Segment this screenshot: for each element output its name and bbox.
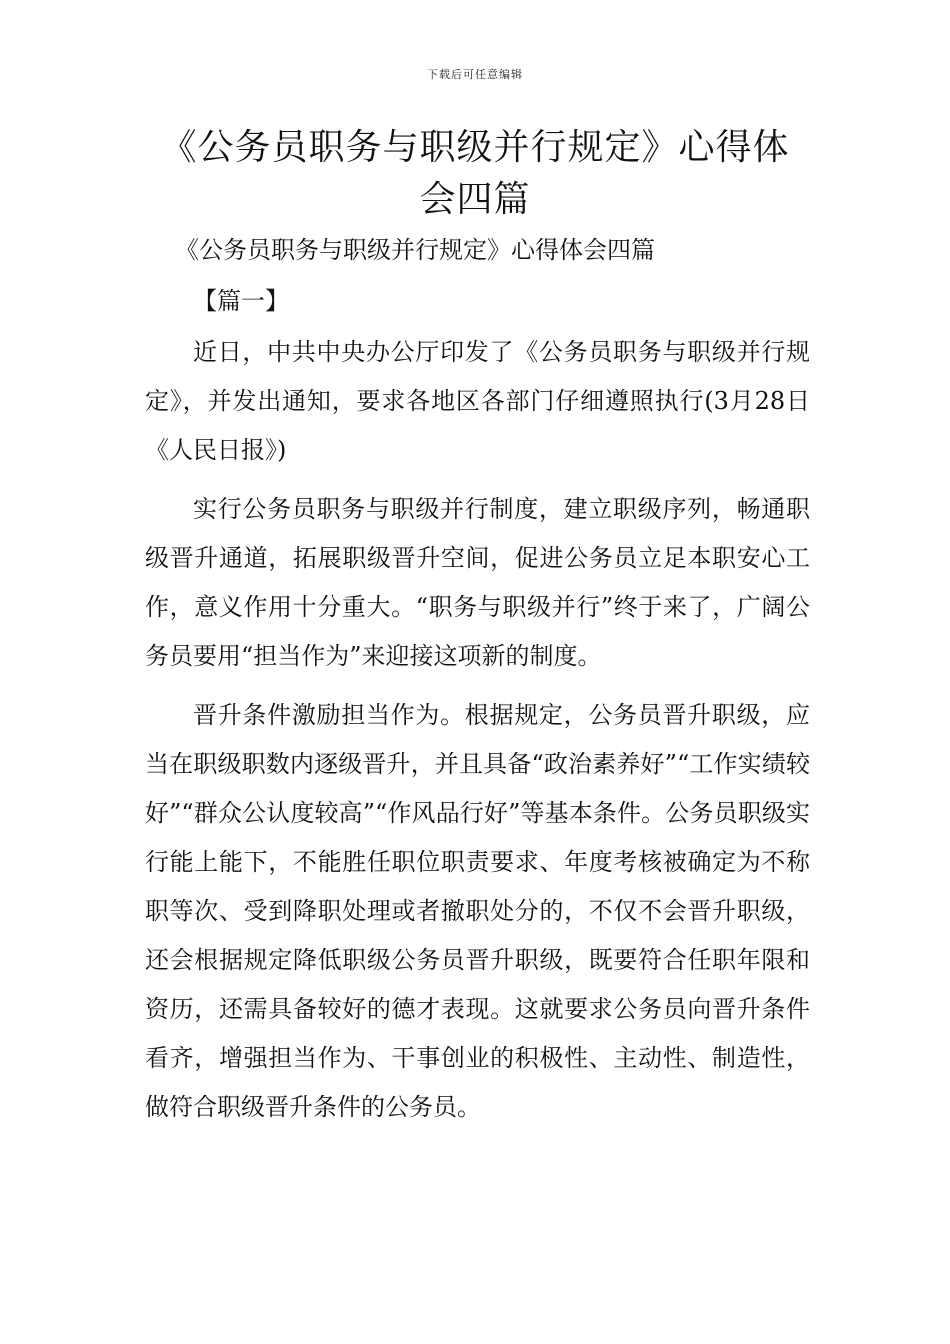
section-label: 【篇一】	[193, 287, 289, 315]
header-note: 下载后可任意编辑	[427, 68, 523, 81]
paragraph: 近日，中共中央办公厅印发了《公务员职务与职级并行规定》，并发出通知，要求各地区各部门仔细遵照执行(3月28日《人民日报》)	[145, 338, 810, 464]
document-subtitle: 《公务员职务与职级并行规定》心得体会四篇	[175, 236, 655, 264]
document-body	[145, 226, 810, 1142]
document-title: 《公务员职务与职级并行规定》心得体会四篇	[160, 127, 790, 220]
paragraph: 晋升条件激励担当作为。根据规定，公务员晋升职级，应当在职级职数内逐级晋升，并且具备“政治素养好”“工作实绩较好”“群众公认度较高”“作风品行好”等基本条件。公务员职级实行能上能下，不能胜任职位职责要求、年度考核被确定为不称职等次、受到降职处理或者撤职处分的，不仅不会晋升职级，还会根据规定降低职级公务员晋升职级，既要符合任职年限和资历，还需具备较好的德才表现。这就要求公务员向晋升条件看齐，增强担当作为、干事创业的积极性、主动性、制造性，做符合职级晋升条件的公务员。	[145, 701, 810, 1121]
paragraph: 实行公务员职务与职级并行制度，建立职级序列，畅通职级晋升通道，拓展职级晋升空间，促进公务员立足本职安心工作，意义作用十分重大。“职务与职级并行”终于来了，广阔公务员要用“担当作为”来迎接这项新的制度。	[145, 495, 810, 670]
